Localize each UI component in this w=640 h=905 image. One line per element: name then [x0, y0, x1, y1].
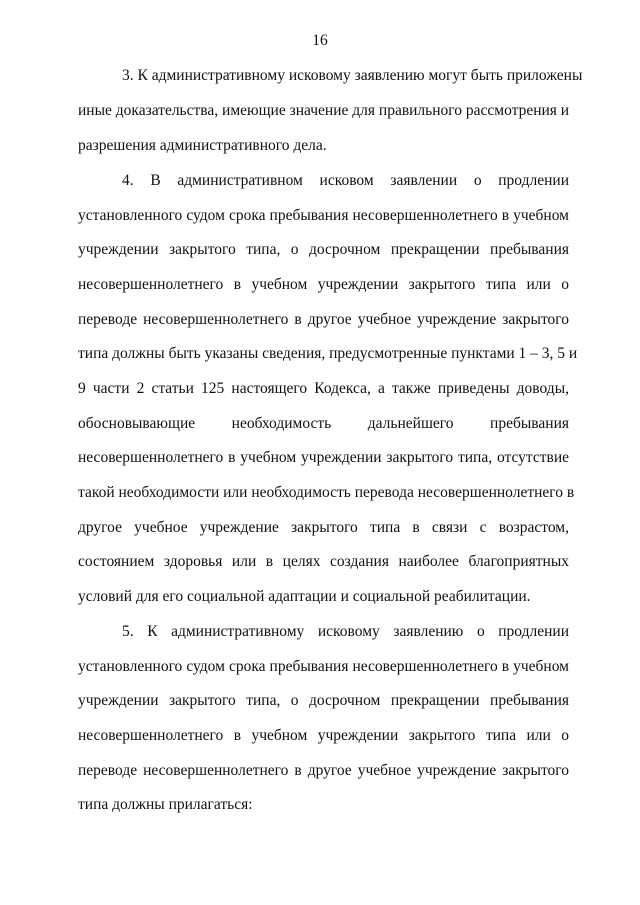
text-line: несовершеннолетнего в учебном учреждении закрытого типа или о — [78, 276, 569, 293]
text-line: типа должны быть указаны сведения, предусмотренные пунктами 1 – 3, 5 и — [78, 345, 578, 362]
text-line: разрешения административного дела. — [78, 137, 327, 154]
text-line: переводе несовершеннолетнего в другое учебное учреждение закрытого — [78, 762, 569, 779]
text-line: состоянием здоровья или в целях создания наиболее благоприятных — [78, 553, 569, 570]
text-line: установленного судом срока пребывания несовершеннолетнего в учебном — [78, 658, 569, 675]
text-line: 5. К административному исковому заявлению о продлении — [122, 623, 569, 640]
text-line: переводе несовершеннолетнего в другое учебное учреждение закрытого — [78, 311, 569, 328]
text-line: иные доказательства, имеющие значение для правильного рассмотрения и — [78, 102, 570, 119]
text-line: типа должны прилагаться: — [78, 796, 253, 813]
page-number: 16 — [312, 32, 328, 49]
text-line: учреждении закрытого типа, о досрочном прекращении пребывания — [78, 692, 569, 709]
text-line: другое учебное учреждение закрытого типа в связи с возрастом, — [78, 519, 569, 536]
text-line: обосновывающие необходимость дальнейшего пребывания — [78, 415, 569, 432]
text-line: такой необходимости или необходимость перевода несовершеннолетнего в — [78, 484, 575, 501]
text-line: 9 части 2 статьи 125 настоящего Кодекса, а также приведены доводы, — [78, 380, 569, 397]
text-line: условий для его социальной адаптации и социальной реабилитации. — [78, 588, 531, 605]
text-line: установленного судом срока пребывания несовершеннолетнего в учебном — [78, 207, 569, 224]
text-line: несовершеннолетнего в учебном учреждении закрытого типа или о — [78, 727, 569, 744]
text-line: 3. К административному исковому заявлению могут быть приложены — [122, 67, 583, 84]
text-line: несовершеннолетнего в учебном учреждении закрытого типа, отсутствие — [78, 449, 569, 466]
text-line: учреждении закрытого типа, о досрочном прекращении пребывания — [78, 241, 569, 258]
text-line: 4. В административном исковом заявлении о продлении — [122, 172, 569, 189]
